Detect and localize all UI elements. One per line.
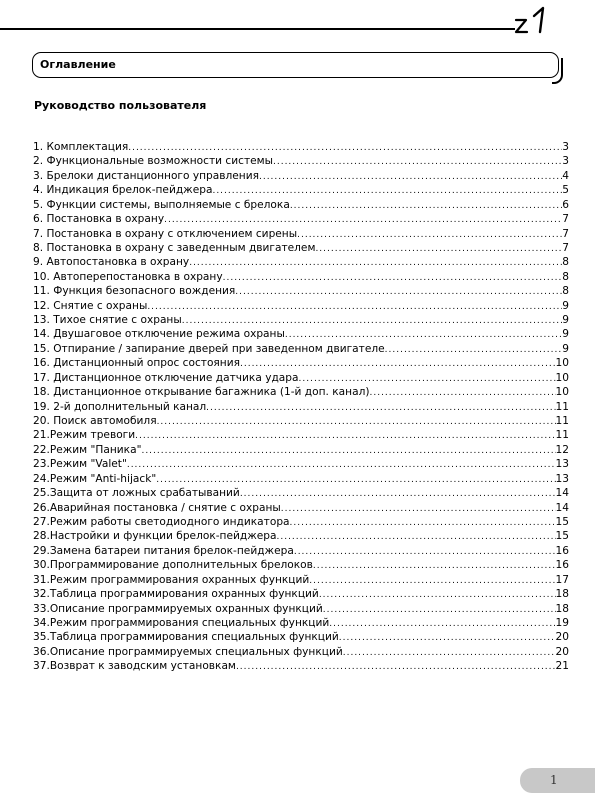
- toc-page-number: 7: [562, 241, 569, 254]
- toc-page-number: 8: [562, 270, 569, 283]
- toc-page-number: 15: [555, 515, 569, 528]
- toc-entry-title: 8. Постановка в охрану с заведенным двигателем: [33, 241, 316, 254]
- toc-entry-title: 26.Аварийная постановка / снятие с охраны: [33, 501, 281, 514]
- toc-page-number: 10: [555, 357, 569, 370]
- toc-page-number: 9: [562, 314, 569, 327]
- toc-dot-leader: [273, 155, 562, 169]
- toc-entry[interactable]: [33, 472, 569, 486]
- toc-dot-leader: [290, 199, 562, 213]
- table-of-contents: [33, 140, 569, 674]
- toc-dot-leader: [236, 660, 556, 674]
- toc-entry-title: 5. Функции системы, выполняемые с брелока: [33, 198, 290, 211]
- toc-page-number: 13: [555, 472, 569, 485]
- toc-entry[interactable]: [33, 486, 569, 500]
- toc-entry[interactable]: [33, 587, 569, 601]
- header-rule: [0, 28, 515, 30]
- toc-entry[interactable]: [33, 630, 569, 644]
- toc-dot-leader: [285, 328, 562, 342]
- toc-page-number: 19: [555, 616, 569, 629]
- toc-entry-title: 12. Снятие с охраны: [33, 299, 148, 312]
- toc-dot-leader: [329, 617, 555, 631]
- toc-page-number: 7: [562, 213, 569, 226]
- toc-dot-leader: [240, 357, 556, 371]
- toc-entry-title: 31.Режим программирования охранных функций: [33, 573, 310, 586]
- toc-entry-title: 18. Дистанционное открывание багажника (1-й доп. канал): [33, 386, 370, 399]
- toc-entry[interactable]: [33, 299, 569, 313]
- toc-entry[interactable]: [33, 645, 569, 659]
- toc-entry-title: 30.Программирование дополнительных брелоков: [33, 559, 313, 572]
- toc-entry-title: 17. Дистанционное отключение датчика удара: [33, 371, 299, 384]
- toc-entry[interactable]: [33, 529, 569, 543]
- toc-entry[interactable]: [33, 573, 569, 587]
- toc-entry[interactable]: [33, 154, 569, 168]
- toc-entry[interactable]: [33, 313, 569, 327]
- toc-page-number: 13: [555, 458, 569, 471]
- toc-entry[interactable]: [33, 198, 569, 212]
- toc-dot-leader: [189, 256, 562, 270]
- toc-page-number: 9: [562, 299, 569, 312]
- toc-entry-title: 15. Отпирание / запирание дверей при заведенном двигателе: [33, 342, 385, 355]
- toc-entry[interactable]: [33, 255, 569, 269]
- toc-dot-leader: [235, 285, 562, 299]
- toc-entry[interactable]: [33, 616, 569, 630]
- toc-entry-title: 22.Режим "Паника": [33, 443, 142, 456]
- toc-entry-title: 13. Тихое снятие с охраны: [33, 314, 182, 327]
- toc-page-number: 8: [562, 285, 569, 298]
- toc-dot-leader: [299, 372, 556, 386]
- toc-page-number: 15: [555, 530, 569, 543]
- toc-entry-title: 4. Индикация брелок-пейджера: [33, 184, 213, 197]
- toc-page-number: 14: [555, 501, 569, 514]
- toc-entry-title: 25.Защита от ложных срабатываний: [33, 487, 240, 500]
- toc-page-number: 21: [555, 660, 569, 673]
- toc-entry[interactable]: [33, 356, 569, 370]
- toc-entry[interactable]: [33, 140, 569, 154]
- toc-entry-title: 23.Режим "Valet": [33, 458, 127, 471]
- toc-dot-leader: [319, 588, 556, 602]
- toc-entry[interactable]: [33, 284, 569, 298]
- toc-entry-title: 29.Замена батареи питания брелок-пейджера: [33, 544, 294, 557]
- toc-entry[interactable]: [33, 602, 569, 616]
- toc-entry[interactable]: [33, 183, 569, 197]
- toc-dot-leader: [141, 444, 555, 458]
- toc-dot-leader: [157, 415, 556, 429]
- toc-entry[interactable]: [33, 544, 569, 558]
- toc-dot-leader: [212, 184, 562, 198]
- toc-entry-title: 6. Постановка в охрану: [33, 213, 165, 226]
- toc-dot-leader: [369, 386, 555, 400]
- toc-dot-leader: [343, 646, 556, 660]
- section-title: Оглавление: [40, 58, 116, 71]
- toc-entry-title: 20. Поиск автомобиля: [33, 415, 157, 428]
- toc-dot-leader: [297, 228, 562, 242]
- toc-entry[interactable]: [33, 515, 569, 529]
- toc-entry-title: 24.Режим "Anti-hijack": [33, 472, 157, 485]
- toc-entry[interactable]: [33, 212, 569, 226]
- toc-dot-leader: [135, 429, 555, 443]
- toc-dot-leader: [259, 170, 562, 184]
- section-header: [32, 52, 559, 78]
- toc-page-number: 12: [555, 443, 569, 456]
- toc-page-number: 11: [555, 415, 569, 428]
- toc-dot-leader: [128, 141, 562, 155]
- toc-entry-title: 34.Режим программирования специальных функций: [33, 616, 330, 629]
- toc-entry-title: 16. Дистанционный опрос состояния: [33, 357, 240, 370]
- toc-entry[interactable]: [33, 169, 569, 183]
- toc-dot-leader: [127, 458, 556, 472]
- toc-dot-leader: [182, 314, 563, 328]
- toc-entry-title: 3. Брелоки дистанционного управления: [33, 169, 259, 182]
- toc-dot-leader: [223, 271, 563, 285]
- toc-dot-leader: [281, 502, 556, 516]
- toc-entry[interactable]: [33, 443, 569, 457]
- toc-page-number: 5: [562, 184, 569, 197]
- toc-entry-title: 19. 2-й дополнительный канал: [33, 400, 207, 413]
- toc-entry[interactable]: [33, 428, 569, 442]
- toc-dot-leader: [206, 401, 555, 415]
- toc-entry-title: 2. Функциональные возможности системы: [33, 155, 273, 168]
- toc-page-number: 18: [555, 602, 569, 615]
- toc-page-number: 10: [555, 386, 569, 399]
- toc-entry[interactable]: [33, 371, 569, 385]
- toc-dot-leader: [385, 343, 563, 357]
- toc-entry-title: 1. Комплектация: [33, 141, 129, 153]
- toc-entry[interactable]: [33, 241, 569, 255]
- page-number: 1: [550, 773, 558, 787]
- toc-entry[interactable]: [33, 400, 569, 414]
- toc-dot-leader: [147, 300, 562, 314]
- toc-dot-leader: [290, 516, 556, 530]
- toc-page-number: 8: [562, 256, 569, 269]
- toc-entry[interactable]: [33, 327, 569, 341]
- toc-dot-leader: [276, 530, 555, 544]
- toc-page-number: 9: [562, 342, 569, 355]
- toc-entry-title: 28.Настройки и функции брелок-пейджера: [33, 530, 277, 543]
- toc-page-number: 3: [562, 155, 569, 168]
- toc-entry[interactable]: [33, 558, 569, 572]
- toc-page-number: 3: [562, 141, 569, 153]
- toc-page-number: 16: [555, 559, 569, 572]
- toc-entry[interactable]: [33, 414, 569, 428]
- toc-dot-leader: [309, 574, 555, 588]
- toc-entry-title: 33.Описание программируемых охранных функций: [33, 602, 323, 615]
- toc-page-number: 7: [562, 227, 569, 240]
- document-subtitle: Руководство пользователя: [34, 99, 207, 112]
- toc-entry-title: 36.Описание программируемых специальных функций: [33, 645, 343, 658]
- toc-entry-title: 35.Таблица программирования специальных функций: [33, 631, 339, 644]
- toc-page-number: 14: [555, 487, 569, 500]
- toc-entry[interactable]: [33, 659, 569, 673]
- toc-entry-title: 37.Возврат к заводским установкам: [33, 660, 236, 673]
- toc-dot-leader: [323, 603, 556, 617]
- toc-dot-leader: [156, 473, 555, 487]
- brand-logo: [512, 6, 558, 36]
- toc-entry-title: 7. Постановка в охрану с отключением сирены: [33, 227, 298, 240]
- toc-entry[interactable]: [33, 342, 569, 356]
- toc-dot-leader: [313, 559, 556, 573]
- toc-entry-title: 21.Режим тревоги: [33, 429, 136, 442]
- toc-entry-title: 11. Функция безопасного вождения: [33, 285, 236, 298]
- toc-page-number: 6: [562, 198, 569, 211]
- toc-page-number: 10: [555, 371, 569, 384]
- toc-entry[interactable]: [33, 227, 569, 241]
- toc-page-number: 11: [555, 400, 569, 413]
- toc-page-number: 4: [562, 169, 569, 182]
- toc-dot-leader: [294, 545, 556, 559]
- page-number-tab: [520, 768, 595, 793]
- toc-entry[interactable]: [33, 457, 569, 471]
- toc-entry-title: 27.Режим работы светодиодного индикатора: [33, 515, 290, 528]
- toc-page-number: 16: [555, 544, 569, 557]
- toc-page-number: 20: [555, 645, 569, 658]
- toc-entry-title: 10. Автоперепостановка в охрану: [33, 270, 223, 283]
- toc-entry-title: 9. Автопостановка в охрану: [33, 256, 190, 269]
- toc-entry[interactable]: [33, 501, 569, 515]
- toc-entry-title: 14. Двушаговое отключение режима охраны: [33, 328, 285, 341]
- toc-page-number: 18: [555, 588, 569, 601]
- toc-page-number: 9: [562, 328, 569, 341]
- toc-entry[interactable]: [33, 270, 569, 284]
- toc-dot-leader: [240, 487, 556, 501]
- toc-entry-title: 32.Таблица программирования охранных функций: [33, 588, 319, 601]
- toc-page-number: 20: [555, 631, 569, 644]
- toc-page-number: 11: [555, 429, 569, 442]
- toc-entry[interactable]: [33, 385, 569, 399]
- toc-page-number: 17: [555, 573, 569, 586]
- toc-dot-leader: [339, 631, 556, 645]
- toc-dot-leader: [315, 242, 562, 256]
- toc-dot-leader: [164, 213, 562, 227]
